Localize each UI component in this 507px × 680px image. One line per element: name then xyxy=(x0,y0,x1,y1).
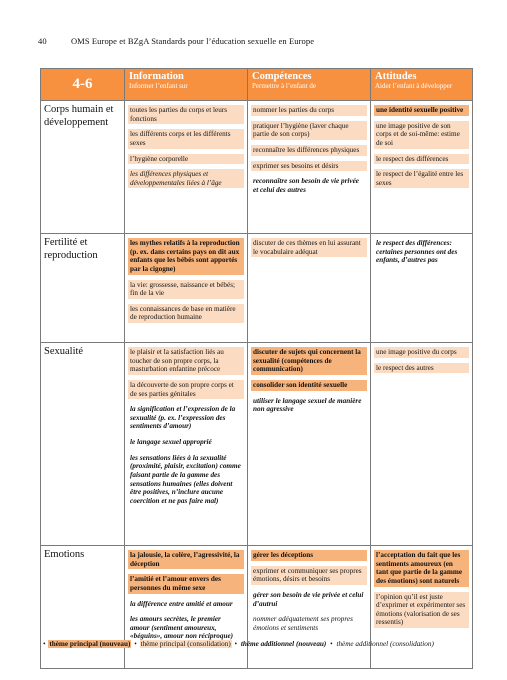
column-header-attitudes xyxy=(371,69,473,101)
column-subtitle: Aider l’enfant à développer xyxy=(375,81,453,90)
cell-item: consolider son identité sexuelle xyxy=(251,380,367,391)
row-label: Emotions xyxy=(41,546,125,669)
legend-bullet: • xyxy=(134,640,137,648)
cell-item: l’opinion qu’il est juste d’exprimer et expérimenter ses émotions (valorisation de ses ressentis) xyxy=(374,592,469,629)
table-cell xyxy=(248,101,371,234)
legend-additional-new: thème additionnel (nouveau) xyxy=(240,640,327,648)
cell-item: utiliser le langage sexuel de manière non agressive xyxy=(253,396,362,414)
column-title: Information xyxy=(129,71,184,82)
cell-item: exprimer ses besoins et désirs xyxy=(251,161,367,172)
table-cell xyxy=(371,343,473,546)
legend xyxy=(42,640,435,648)
table-cell xyxy=(125,343,248,546)
row-label: Fertilité et reproduction xyxy=(41,234,125,343)
cell-item: discuter de ces thèmes en lui assurant le vocabulaire adéquat xyxy=(251,238,367,257)
legend-main-consolidation: thème principal (consolidation) xyxy=(140,640,231,648)
row-label: Corps humain et développement xyxy=(41,101,125,234)
cell-item: toutes les parties du corps et leurs fonctions xyxy=(128,105,244,124)
table-row xyxy=(41,101,473,234)
cell-item: discuter de sujets qui concernent la sexualité (compétences de communication) xyxy=(251,347,367,375)
table-row xyxy=(41,234,473,343)
cell-item: gérer son besoin de vie privée et celui d’autrui xyxy=(253,590,364,608)
cell-item: le respect des différences: certaines personnes ont des enfants, d’autres pas xyxy=(376,239,458,265)
cell-item: la découverte de son propre corps et de ses parties génitales xyxy=(128,380,244,399)
cell-item: les différences physiques et développementales liées à l’âge xyxy=(128,169,244,188)
cell-item: les sensations liées à la sexualité (proximité, plaisir, excitation) comme faisant partie de la gamme des sensations humaines (elles doivent être positives, n’inclure aucune coercition et ne pas faire mal) xyxy=(130,453,241,505)
table-row xyxy=(41,343,473,546)
table-cell xyxy=(248,546,371,669)
cell-item: le plaisir et la satisfaction liés au toucher de son propre corps, la masturbation enfantine précoce xyxy=(128,347,244,375)
age-group-header: 4-6 xyxy=(41,69,125,101)
table-cell xyxy=(125,101,248,234)
table-cell xyxy=(248,343,371,546)
legend-additional-consolidation: thème additionnel (consolidation) xyxy=(336,640,434,648)
legend-bullet: • xyxy=(234,640,238,648)
cell-item: nommer les parties du corps xyxy=(251,105,367,116)
table-cell xyxy=(125,546,248,669)
cell-item: reconnaître les différences physiques xyxy=(251,145,367,156)
column-subtitle: Permettre à l’enfant de xyxy=(252,81,316,90)
table-cell xyxy=(371,234,473,343)
cell-item: une identité sexuelle positive xyxy=(374,105,469,116)
legend-bullet: • xyxy=(43,640,46,648)
legend-main-new: thème principal (nouveau) xyxy=(49,640,131,648)
cell-item: l’acceptation du fait que les sentiments amoureux (en tant que partie de la gamme des émotions) sont naturels xyxy=(374,550,469,587)
row-label: Sexualité xyxy=(41,343,125,546)
cell-item: la vie: grossesse, naissance et bébés; fin de la vie xyxy=(128,280,244,299)
cell-item: l’amitié et l’amour envers des personnes du même sexe xyxy=(128,574,244,593)
page-number: 40 xyxy=(38,36,47,46)
cell-item: les amours secrètes, le premier amour (sentiment amoureux, «béguins», amour non réciproque) xyxy=(130,615,234,641)
cell-item: pratiquer l’hygiène (laver chaque partie de son corps) xyxy=(251,121,367,140)
column-title: Compétences xyxy=(252,71,312,82)
table-header-row xyxy=(41,69,473,101)
column-header-competences xyxy=(248,69,371,101)
cell-item: le respect des différences xyxy=(374,154,469,165)
table-cell xyxy=(248,234,371,343)
cell-item: le langage sexuel approprié xyxy=(130,438,212,447)
legend-bullet: • xyxy=(330,640,333,648)
curriculum-table xyxy=(40,68,473,669)
cell-item: le respect de l’égalité entre les sexes xyxy=(374,169,469,188)
table-cell xyxy=(371,546,473,669)
cell-item: gérer les déceptions xyxy=(251,550,367,561)
column-subtitle: Informer l’enfant sur xyxy=(129,81,188,90)
cell-item: la jalousie, la colère, l’agressivité, la déception xyxy=(128,550,244,569)
table-cell xyxy=(371,101,473,234)
page-header xyxy=(38,36,314,46)
table-cell xyxy=(125,234,248,343)
cell-item: une image positive de son corps et de soi-même: estime de soi xyxy=(374,121,469,149)
cell-item: les connaissances de base en matière de reproduction humaine xyxy=(128,304,244,323)
column-header-information xyxy=(125,69,248,101)
cell-item: le respect des autres xyxy=(374,363,469,374)
cell-item: exprimer et communiquer ses propres émotions, désirs et besoins xyxy=(251,566,367,585)
cell-item: l’hygiène corporelle xyxy=(128,154,244,165)
column-title: Attitudes xyxy=(375,71,417,82)
page-header-title: OMS Europe et BZgA Standards pour l’éducation sexuelle en Europe xyxy=(70,36,315,46)
table-row xyxy=(41,546,473,669)
cell-item: la signification et l’expression de la sexualité (p. ex. l’expression des sentiments d’amour) xyxy=(130,405,236,431)
cell-item: les mythes relatifs à la reproduction (p. ex. dans certains pays on dit aux enfants que les bébés sont apportés par la cigogne) xyxy=(128,238,244,275)
cell-item: nommer adéquatement ses propres émotions et sentiments xyxy=(253,615,353,632)
cell-item: les différents corps et les différents sexes xyxy=(128,129,244,148)
cell-item: la différence entre amitié et amour xyxy=(130,599,233,608)
cell-item: reconnaître son besoin de vie privée et celui des autres xyxy=(253,177,360,194)
cell-item: une image positive du corps xyxy=(374,347,469,358)
